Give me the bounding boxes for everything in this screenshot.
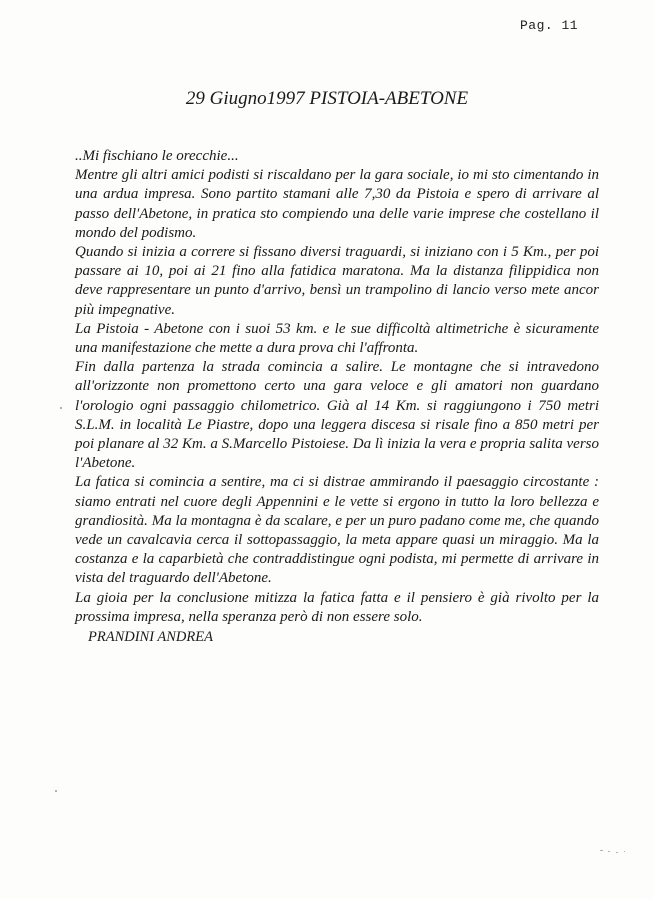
paragraph-opening: ..Mi fischiano le orecchie... — [75, 148, 239, 164]
scan-speck — [600, 850, 603, 851]
scan-speck — [608, 851, 610, 852]
paragraph-intro: Mentre gli altri amici podisti si riscaldano per la gara sociale, io mi sto cimentando in una ardua impresa. Sono partito stamani alle 7,30 da Pistoia e spero di arrivare al passo dell'Abetone, in pratica sto compiendo una delle varie imprese che costellano il mondo del podismo. — [75, 167, 599, 241]
paragraph-race: La Pistoia - Abetone con i suoi 53 km. e le sue difficoltà altimetriche è sicuramente una manifestazione che mette a dura prova chi l'affronta. — [75, 320, 599, 357]
paragraph-fatigue: La fatica si comincia a sentire, ma ci si distrae ammirando il paesaggio circostante : siamo entrati nel cuore degli Appennini e le vette si ergono in tutto la loro bellezza e grandiosità. Ma la montagna è da scalare, e per un puro padano come me, che quando vede un cavalcavia cerca il sottopassaggio, la meta appare quasi un miraggio. Ma la costanza e la caparbietà che contraddistingue ogni podista, mi permette di arrivare in vista del traguardo dell'Abetone. — [75, 474, 599, 587]
document-title: 29 Giugno1997 PISTOIA-ABETONE — [185, 88, 469, 109]
scan-speck — [60, 407, 62, 409]
article-body — [75, 147, 599, 627]
scan-speck — [624, 851, 625, 852]
page-number: Pag. 11 — [520, 18, 579, 33]
paragraph-closing: La gioia per la conclusione mitizza la fatica fatta e il pensiero è già rivolto per la prossima impresa, nella speranza però di non essere solo. — [75, 589, 599, 625]
paragraph-goals: Quando si inizia a correre si fissano diversi traguardi, si iniziano con i 5 Km., per poi passare ai 10, poi ai 21 fino alla fatidica maratona. Ma la distanza filippidica non deve rappresentare un punto d'arrivo, bensì un trampolino di lancio verso mete ancor più impegnative. — [75, 244, 599, 318]
author-signature: PRANDINI ANDREA — [88, 629, 213, 645]
paragraph-route: Fin dalla partenza la strada comincia a salire. Le montagne che si intravedono all'orizzonte non promettono certo una gara veloce e gli amatori non guardano l'orologio ogni passaggio chilometrico. Già al 14 Km. si raggiungono i 750 metri S.L.M. in località Le Piastre, dopo una leggera discesa si risale fino a 850 metri per poi planare al 32 Km. a S.Marcello Pistoiese. Da lì inizia la vera e propria salita verso l'Abetone. — [75, 359, 599, 472]
scan-speck — [55, 790, 57, 792]
scan-speck — [616, 852, 618, 853]
